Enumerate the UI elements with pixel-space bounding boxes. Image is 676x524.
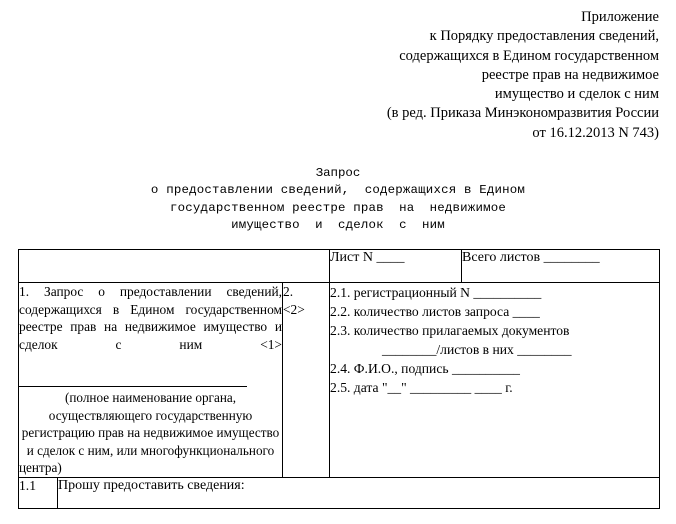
registration-details-cell	[330, 283, 660, 478]
item-2-2-request-sheet-count[interactable]: 2.2. количество листов запроса ____	[330, 304, 540, 319]
document-title-line-3: государственном реестре прав на недвижимое	[170, 200, 506, 215]
request-form-table	[18, 249, 660, 509]
item-2-1-registration-number[interactable]: 2.1. регистрационный N __________	[330, 285, 542, 300]
appendix-header-line-7: от 16.12.2013 N 743)	[532, 124, 659, 141]
appendix-header-line-1: Приложение	[581, 9, 659, 25]
clause-2-footnote-ref: <2>	[283, 301, 305, 317]
table-main-row	[19, 283, 660, 478]
document-title	[0, 165, 676, 235]
table-bottom-row	[19, 477, 660, 508]
requester-organization-cell	[19, 283, 283, 478]
item-2-3-attached-documents-count: 2.3. количество прилагаемых документов	[330, 323, 570, 338]
document-title-line-1: Запрос	[315, 166, 361, 180]
appendix-header-line-2: к Порядку предоставления сведений,	[429, 28, 659, 45]
clause-2-note-cell	[283, 283, 330, 478]
clause-1-1-text: Прошу предоставить сведения:	[58, 477, 660, 508]
document-title-line-2: о предоставлении сведений, содержащихся в Едином	[150, 183, 526, 198]
appendix-header	[239, 8, 659, 143]
item-2-5-date[interactable]: 2.5. дата "__" _________ ____ г.	[330, 380, 513, 395]
item-2-3-sheets-in-them[interactable]: ________/листов в них ________	[382, 342, 572, 357]
organization-caption: (полное наименование органа, осуществляющего государственную регистрацию прав на недвижимое имущество и сделок с ним, или многофункционального центра)	[19, 389, 280, 476]
header-blank-cell	[19, 250, 330, 283]
clause-2-number: 2.	[283, 284, 294, 299]
sheet-number-cell[interactable]: Лист N ____	[330, 250, 462, 283]
table-header-row	[19, 250, 660, 283]
appendix-header-line-5: имущество и сделок с ним	[494, 86, 659, 103]
organization-blank-line[interactable]	[19, 386, 247, 387]
clause-1-text: 1. Запрос о предоставлении сведений, содержащихся в Едином государственном реестре прав на недвижимое имущество и сделок с ним <1>	[19, 284, 282, 352]
appendix-header-line-3: содержащихся в Едином государственном	[399, 47, 659, 64]
appendix-header-line-6: (в ред. Приказа Минэкономразвития России	[386, 105, 659, 122]
total-sheets-cell[interactable]: Всего листов ________	[462, 250, 660, 283]
item-2-4-name-signature[interactable]: 2.4. Ф.И.О., подпись __________	[330, 361, 520, 376]
appendix-header-line-4: реестре прав на недвижимое	[481, 66, 659, 83]
clause-1-1-number: 1.1	[19, 477, 58, 508]
document-title-line-4: имущество и сделок с ним	[231, 218, 445, 233]
